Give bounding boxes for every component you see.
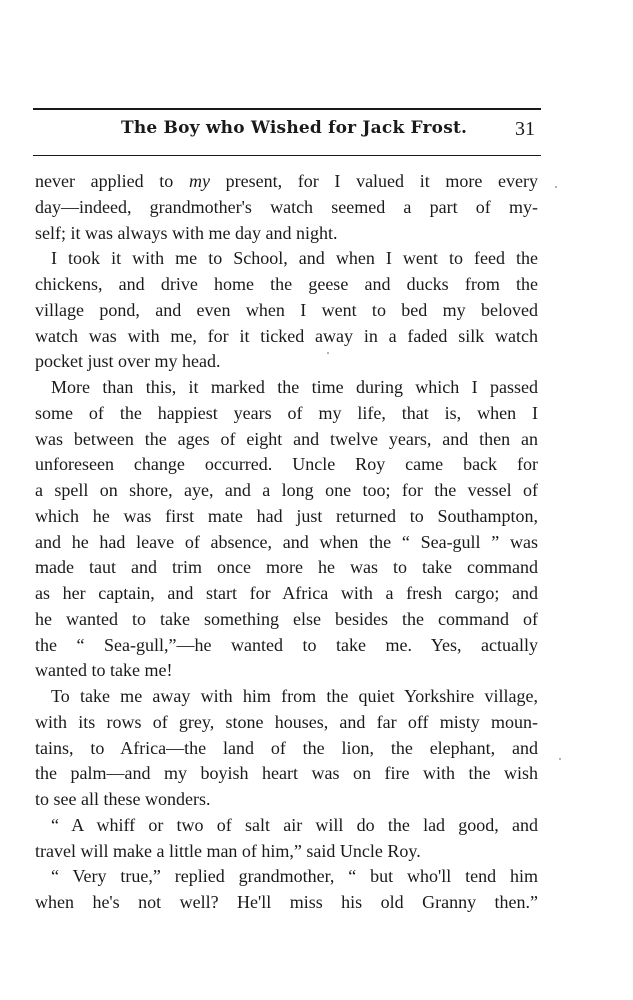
text-line: travel will make a little man of him,” said Uncle Roy.	[35, 840, 421, 861]
text-line: the palm—and my boyish heart was on fire with the wish	[35, 763, 538, 784]
paper-speck	[559, 758, 561, 760]
text-line: “ A whiff or two of salt air will do the lad good, and	[51, 814, 538, 835]
text-line: unforeseen change occurred. Uncle Roy came back for	[35, 454, 538, 475]
header-bottom-rule	[33, 155, 541, 156]
text-line: when he's not well? He'll miss his old Granny then.”	[35, 892, 538, 912]
running-title: The Boy who Wished for Jack Frost.	[121, 118, 468, 138]
text-line: pocket just over my head.	[35, 351, 221, 372]
text-line: was between the ages of eight and twelve years, and then an	[35, 428, 538, 449]
text-line: I took it with me to School, and when I went to feed the	[51, 248, 538, 269]
text-line: wanted to take me!	[35, 660, 173, 681]
text-line: day—indeed, grandmother's watch seemed a part of my-	[35, 196, 538, 217]
text-line: with its rows of grey, stone houses, and far off misty moun-	[35, 711, 538, 732]
text-line: never applied to my present, for I valued it more every	[35, 171, 538, 191]
text-line: and he had leave of absence, and when the “ Sea-gull ” was	[35, 531, 538, 552]
text-line: To take me away with him from the quiet Yorkshire village,	[51, 686, 538, 706]
text-line: watch was with me, for it ticked away in a faded silk watch	[35, 325, 538, 346]
text-line: a spell on shore, aye, and a long one too; for the vessel of	[35, 480, 538, 500]
header-top-rule	[33, 108, 541, 110]
text-line: which he was first mate had just returned to Southampton,	[35, 505, 538, 526]
text-line: made taut and trim once more he was to take command	[35, 557, 538, 578]
text-line: some of the happiest years of my life, that is, when I	[35, 402, 538, 423]
text-line: “ Very true,” replied grandmother, “ but who'll tend him	[51, 866, 538, 887]
paper-speck	[327, 352, 329, 354]
paper-speck	[555, 186, 557, 188]
text-line: he wanted to take something else besides the command of	[35, 608, 538, 629]
text-line: to see all these wonders.	[35, 789, 211, 809]
emphasis-word: my	[188, 171, 210, 191]
text-line: self; it was always with me day and night.	[35, 222, 338, 243]
text-line: as her captain, and start for Africa with a fresh cargo; and	[35, 583, 538, 603]
text-line: the “ Sea-gull,”—he wanted to take me. Yes, actually	[35, 634, 538, 655]
running-head	[33, 116, 541, 146]
page-number: 31	[515, 118, 535, 140]
text-line: tains, to Africa—the land of the lion, the elephant, and	[35, 737, 538, 758]
text-line: More than this, it marked the time during which I passed	[51, 377, 538, 397]
text-line: chickens, and drive home the geese and ducks from the	[35, 274, 538, 294]
text-line: village pond, and even when I went to bed my beloved	[35, 299, 538, 320]
body-text	[35, 169, 538, 916]
